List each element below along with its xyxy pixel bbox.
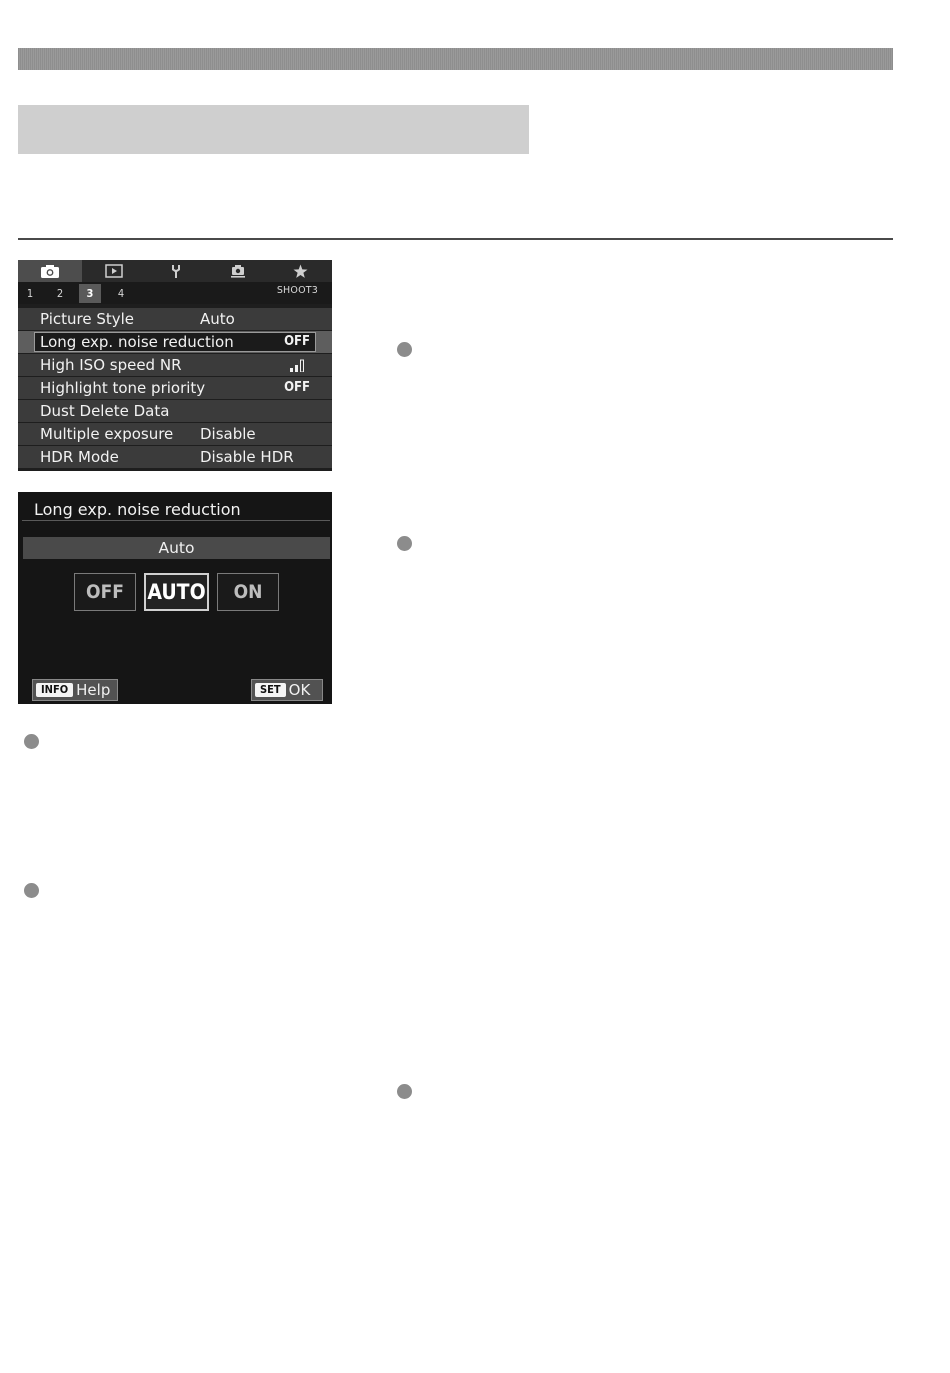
menu-tab-row [18,260,332,282]
menu-item-label: Long exp. noise reduction [40,333,234,351]
menu-item-value: OFF [284,380,310,395]
tab-playback[interactable] [82,260,146,282]
wrench-icon [169,264,183,279]
menu-item-dust-delete-data[interactable] [18,400,332,422]
header-bar [18,48,893,70]
menu-item-long-exp-noise-reduction[interactable] [18,331,332,353]
option-off-button[interactable]: OFF [74,573,136,611]
ok-label: OK [288,681,311,699]
playback-icon [105,264,123,278]
camera-menu-screen [18,260,332,471]
menu-item-value: Disable HDR [200,448,294,466]
option-auto-button[interactable]: AUTO [144,573,209,611]
menu-item-label: Dust Delete Data [40,402,170,420]
info-key-icon: INFO [36,683,73,697]
bullet-marker [397,1084,412,1099]
subtab-3[interactable]: 3 [79,284,101,303]
menu-item-value: Disable [200,425,256,443]
menu-item-multiple-exposure[interactable] [18,423,332,445]
menu-item-value: OFF [284,334,310,349]
bullet-marker [24,734,39,749]
help-label: Help [76,681,111,699]
bullet-marker [397,536,412,551]
noise-reduction-setting-screen [18,492,332,704]
title-band [18,105,529,154]
menu-list [18,308,332,469]
ok-button[interactable] [251,679,323,701]
current-value-display: Auto [23,537,330,559]
star-icon [293,264,308,279]
tab-shooting[interactable] [18,260,82,282]
menu-section-label: SHOOT3 [276,285,318,296]
help-button[interactable] [32,679,118,701]
menu-item-picture-style[interactable] [18,308,332,330]
subtab-2[interactable]: 2 [56,287,64,300]
menu-item-high-iso-nr[interactable] [18,354,332,376]
tab-my-menu[interactable] [268,260,332,282]
bullet-marker [397,342,412,357]
subtab-1[interactable]: 1 [26,287,34,300]
tab-custom-functions[interactable] [206,260,270,282]
menu-item-hdr-mode[interactable] [18,446,332,468]
menu-item-label: Multiple exposure [40,425,174,443]
bullet-marker [24,883,39,898]
setting-divider [22,520,330,521]
custom-function-icon [230,264,246,279]
tab-setup[interactable] [144,260,208,282]
menu-item-value: Auto [200,310,235,328]
menu-item-label: Highlight tone priority [40,379,206,397]
section-divider [18,238,893,240]
menu-item-label: Picture Style [40,310,135,328]
camera-icon [40,264,60,279]
menu-item-label: HDR Mode [40,448,119,466]
option-on-button[interactable]: ON [217,573,279,611]
setting-title: Long exp. noise reduction [34,500,241,519]
subtab-4[interactable]: 4 [117,287,125,300]
set-key-icon: SET [255,683,286,697]
menu-item-label: High ISO speed NR [40,356,182,374]
menu-item-highlight-tone-priority[interactable] [18,377,332,399]
noise-reduction-level-icon [290,359,306,372]
